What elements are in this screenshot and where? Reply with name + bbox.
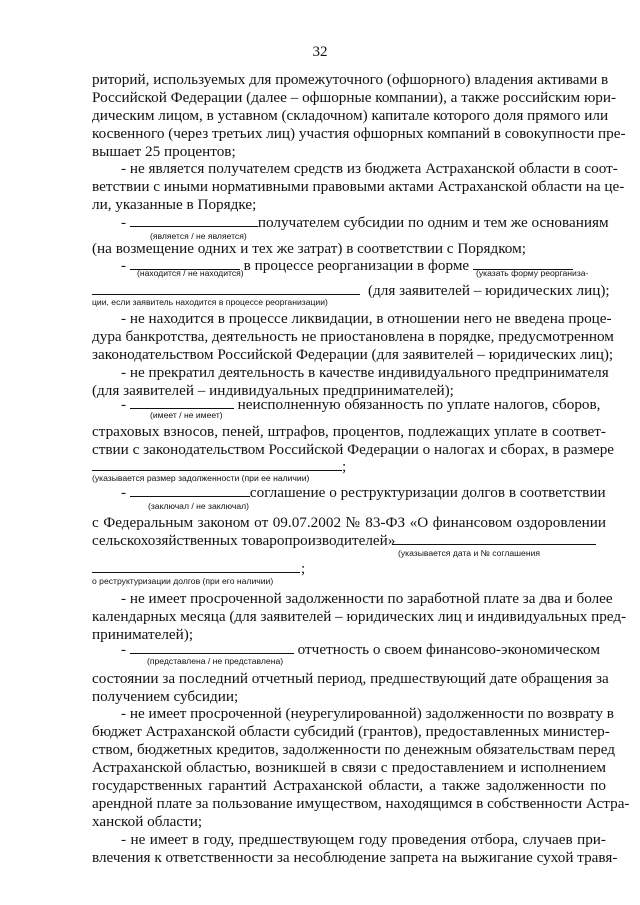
blank-field bbox=[130, 641, 294, 654]
text-line: сельскохозяйственных товаропроизводителей» bbox=[92, 532, 396, 549]
semicolon: ; bbox=[342, 458, 347, 475]
field-hint: (находится / не находится) bbox=[137, 268, 244, 278]
blank-line bbox=[92, 470, 342, 471]
text-fragment: получателем субсидии по одним и тем же основаниям bbox=[257, 214, 609, 231]
blank-field bbox=[130, 214, 258, 227]
text-line: риторий, используемых для промежуточного (офшорного) владения активами в bbox=[92, 71, 609, 88]
page-number: 32 bbox=[312, 44, 328, 60]
text-line: (на возмещение одних и тех же затрат) в соответствии с Порядком; bbox=[92, 240, 526, 257]
text-line: состоянии за последний отчетный период, предшествующий дате обращения за bbox=[92, 670, 609, 687]
field-hint: (указывается дата и № соглашения bbox=[398, 548, 541, 558]
text-line: государственных гарантий Астраханской области, а также задолженности по bbox=[92, 777, 606, 794]
text-line: ствии с законодательством Российской Федерации о налогах и сборах, в размере bbox=[92, 441, 615, 458]
text-line: - не находится в процессе ликвидации, в отношении него не введена проце- bbox=[121, 310, 612, 327]
text-line: (для заявителей – юридических лиц); bbox=[368, 282, 610, 299]
text-line: ханской области; bbox=[92, 813, 203, 830]
text-line: - не является получателем средств из бюджета Астраханской области в соот- bbox=[121, 160, 618, 177]
text-line: дура банкротства, деятельность не приостановлена в порядке, предусмотренном bbox=[92, 328, 614, 345]
text-line: вышает 25 процентов; bbox=[92, 143, 236, 160]
text-line: ли, указанные в Порядке; bbox=[92, 196, 257, 213]
text-line: (для заявителей – индивидуальных предпринимателей); bbox=[92, 382, 454, 399]
text-line: - не имеет просроченной задолженности по заработной плате за два и более bbox=[121, 590, 613, 607]
field-hint: (имеет / не имеет) bbox=[150, 410, 223, 420]
text-line: ством, бюджетных кредитов, задолженности по денежным обязательствам перед bbox=[92, 741, 616, 758]
text-line: - не прекратил деятельность в качестве индивидуального предпринимателя bbox=[121, 364, 609, 381]
form-line-restructuring bbox=[121, 484, 606, 501]
text-line: получением субсидии; bbox=[92, 688, 239, 705]
text-line: ветствии с иными нормативными правовыми актами Астраханской области на це- bbox=[92, 178, 625, 195]
text-fragment: соглашение о реструктуризации долгов в соответствии bbox=[249, 484, 606, 501]
field-hint: (заключал / не заключал) bbox=[148, 501, 250, 511]
blank-line bbox=[92, 572, 300, 573]
text-line: Астраханской областью, возникшей в связи с предоставлением и исполнением bbox=[92, 759, 606, 776]
blank-line bbox=[92, 294, 360, 295]
text-line: с Федеральным законом от 09.07.2002 № 83-ФЗ «О финансовом оздоровлении bbox=[92, 514, 606, 531]
text-line: бюджет Астраханской области субсидий (грантов), предоставленных министер- bbox=[92, 723, 610, 740]
dash: - bbox=[121, 396, 127, 413]
text-line: законодательством Российской Федерации (для заявителей – юридических лиц); bbox=[92, 346, 614, 363]
blank-field bbox=[130, 396, 234, 409]
blank-line bbox=[392, 544, 596, 545]
field-hint: (указать форму реорганиза- bbox=[476, 268, 589, 278]
semicolon: ; bbox=[301, 560, 306, 577]
text-line: принимателей); bbox=[92, 626, 194, 643]
text-line: влечения к ответственности за несоблюдение запрета на выжигание сухой травя- bbox=[92, 849, 618, 866]
text-fragment: неисполненную обязанность по уплате налогов, сборов, bbox=[237, 396, 601, 413]
text-line: дическим лицом, в уставном (складочном) капитале которого доля прямого или bbox=[92, 107, 609, 124]
text-line: Российской Федерации (далее – офшорные компании), а также российским юри- bbox=[92, 89, 617, 106]
text-fragment: в процессе реорганизации в форме bbox=[243, 257, 470, 274]
dash: - bbox=[121, 214, 127, 231]
field-hint: о реструктуризации долгов (при его наличии) bbox=[92, 576, 274, 586]
text-fragment: отчетность о своем финансово-экономическом bbox=[297, 641, 600, 658]
field-hint: (указывается размер задолженности (при ее наличии) bbox=[92, 473, 310, 483]
text-line: календарных месяца (для заявителей – юридических лиц и индивидуальных пред- bbox=[92, 608, 627, 625]
dash: - bbox=[121, 257, 127, 274]
text-line: - не имеет просроченной (неурегулированной) задолженности по возврату в bbox=[121, 705, 614, 722]
field-hint: (является / не является) bbox=[150, 231, 247, 241]
dash: - bbox=[121, 484, 127, 501]
blank-field bbox=[130, 484, 250, 497]
field-hint: ции, если заявитель находится в процессе реорганизации) bbox=[92, 297, 328, 307]
text-line: косвенного (через третьих лиц) участия офшорных компаний в совокупности пре- bbox=[92, 125, 626, 142]
text-line: арендной плате за пользование имуществом, находящимся в собственности Астра- bbox=[92, 795, 630, 812]
text-line: страховых взносов, пеней, штрафов, процентов, подлежащих уплате в соответ- bbox=[92, 423, 606, 440]
dash: - bbox=[121, 641, 127, 658]
form-line-is-recipient bbox=[121, 214, 609, 231]
text-line: - не имеет в году, предшествующем году проведения отбора, случаев при- bbox=[121, 831, 606, 848]
field-hint: (представлена / не представлена) bbox=[147, 656, 284, 666]
